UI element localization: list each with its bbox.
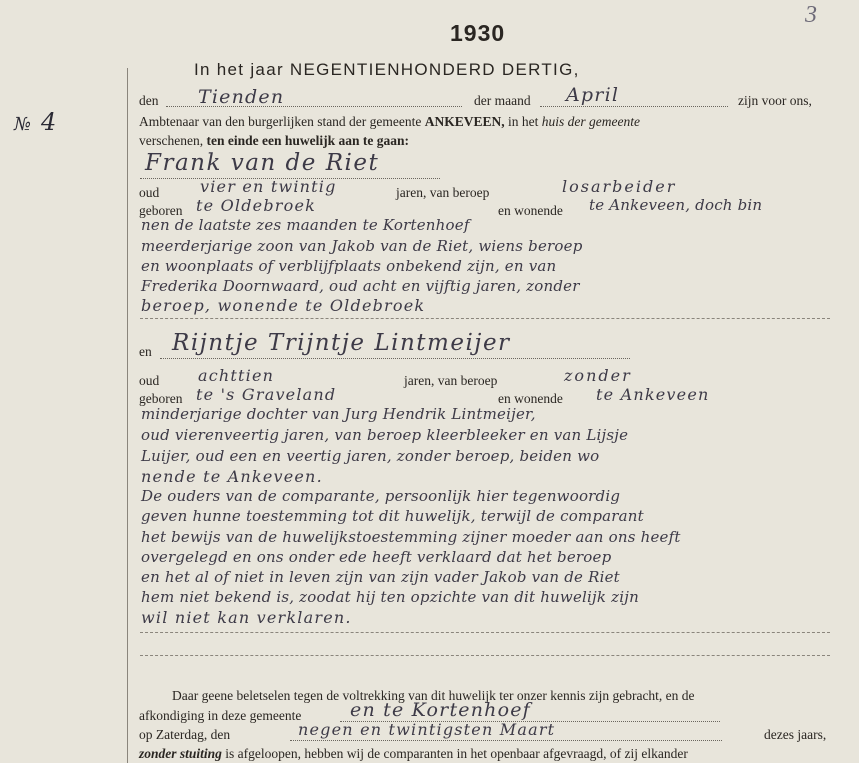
note-line-6: hem niet bekend is, zoodat hij ten opzichte van dit huwelijk zijn <box>141 588 639 606</box>
divider-line <box>140 318 830 319</box>
month-blank <box>540 106 728 107</box>
groom-line-5: Frederika Doornwaard, oud acht en vijftig jaren, zonder <box>141 277 580 295</box>
note-line-7: wil niet kan verklaren. <box>141 608 352 627</box>
closing-line-2: afkondiging in deze gemeente <box>139 708 302 723</box>
date-blank <box>290 740 722 741</box>
note-line-4: overgelegd en ons onder ede heeft verklaard dat het beroep <box>141 548 612 566</box>
note-line-3: het bewijs van de huwelijkstoestemming zijner moeder aan ons heeft <box>141 528 681 546</box>
groom-residence: te Ankeveen, doch bin <box>589 196 763 214</box>
groom-line-4: en woonplaats of verblijfplaats onbekend zijn, en van <box>141 257 557 275</box>
bride-line-5: nende te Ankeveen. <box>141 467 323 486</box>
label-in-het: in het <box>508 114 539 129</box>
groom-name: Frank van de Riet <box>145 150 380 176</box>
proclamation-date: negen en twintigsten Maart <box>298 720 556 739</box>
label-municipality: ANKEVEEN, <box>424 114 505 129</box>
proclamation-place: en te Kortenhoef <box>350 699 531 721</box>
label-huis: huis der gemeente <box>541 114 641 129</box>
label-en-wonende: en wonende <box>498 203 563 218</box>
label-ambtenaar: Ambtenaar van den burgerlijken stand der gemeente <box>139 114 422 129</box>
label-den-2: den <box>210 727 231 742</box>
groom-line-3: meerderjarige zoon van Jakob van de Riet, wiens beroep <box>141 237 583 255</box>
note-line-2: geven hunne toestemming tot dit huwelijk, terwijl de comparant <box>141 507 644 525</box>
label-oud: oud <box>139 185 160 200</box>
stuiting-line <box>139 746 688 762</box>
closing-line-1: Daar geene beletselen tegen de voltrekking van dit huwelijk ter onzer kennis zijn gebracht, en de <box>172 688 695 703</box>
corner-mark: 3 <box>805 2 817 28</box>
label-zijn-voor-ons: zijn voor ons, <box>738 93 812 108</box>
groom-line-2: nen de laatste zes maanden te Kortenhoef <box>141 216 470 234</box>
label-oud-2: oud <box>139 373 160 388</box>
zaterdag-line <box>139 727 230 743</box>
bride-birthplace: te 's Graveland <box>196 385 337 404</box>
year-heading: 1930 <box>450 20 506 46</box>
groom-line-6: beroep, wonende te Oldebroek <box>141 296 426 315</box>
margin-rule <box>127 68 128 763</box>
groom-occupation: losarbeider <box>562 177 677 196</box>
label-en-wonende-2: en wonende <box>498 391 563 406</box>
bride-name-blank <box>160 358 630 359</box>
label-geboren-2: geboren <box>139 391 183 406</box>
number-symbol: № <box>14 114 32 135</box>
note-line-5: en het al of niet in leven zijn van zijn vader Jakob van de Riet <box>141 568 620 586</box>
bride-occupation: zonder <box>564 366 632 385</box>
label-ten-einde: ten einde een huwelijk aan te gaan: <box>206 133 409 148</box>
groom-age: vier en twintig <box>200 177 337 196</box>
label-en: en <box>139 344 152 359</box>
month-handwritten: April <box>566 84 620 106</box>
bride-name: Rijntje Trijntje Lintmeijer <box>172 330 511 356</box>
bride-residence: te Ankeveen <box>596 385 710 404</box>
note-line-1: De ouders van de comparante, persoonlijk hier tegenwoordig <box>141 487 621 505</box>
label-der-maand: der maand <box>474 93 531 108</box>
record-number <box>14 108 56 137</box>
label-dezes-jaars: dezes jaars, <box>764 727 827 742</box>
bride-age: achttien <box>198 366 275 385</box>
ambtenaar-line <box>139 114 640 130</box>
label-den: den <box>139 93 159 108</box>
bride-line-2: minderjarige dochter van Jurg Hendrik Lintmeijer, <box>141 405 536 423</box>
label-geboren: geboren <box>139 203 183 218</box>
label-verschenen: verschenen, <box>139 133 204 148</box>
empty-rule-2 <box>140 655 830 656</box>
label-op-zaterdag: op Zaterdag, <box>139 727 208 742</box>
label-zonder-stuiting: zonder stuiting <box>139 746 222 761</box>
intro-line: In het jaar NEGENTIENHONDERD DERTIG, <box>194 60 580 79</box>
groom-birthplace: te Oldebroek <box>196 196 317 215</box>
bride-line-4: Luijer, oud een en veertig jaren, zonder beroep, beiden wo <box>141 447 600 465</box>
label-jaren-beroep-2: jaren, van beroep <box>404 373 498 388</box>
label-jaren-beroep: jaren, van beroep <box>396 185 490 200</box>
bride-line-3: oud vierenveertig jaren, van beroep kleerbleeker en van Lijsje <box>141 426 629 444</box>
verschenen-line <box>139 133 409 149</box>
empty-rule-1 <box>140 632 830 633</box>
closing-line-3: is afgeloopen, hebben wij de comparanten in het openbaar afgevraagd, of zij elkander <box>225 746 688 761</box>
number-value: 4 <box>41 108 57 136</box>
day-handwritten: Tienden <box>198 86 285 108</box>
